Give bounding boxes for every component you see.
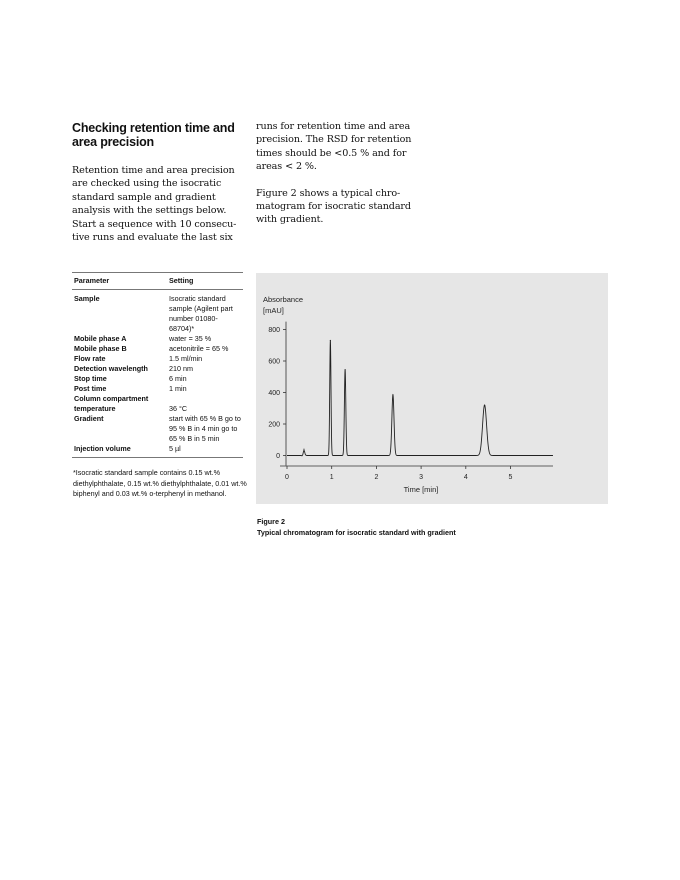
figure-reference-paragraph: Figure 2 shows a typical chro-matogram for isocratic standard with gradient. xyxy=(256,187,411,226)
y-tick-label: 800 xyxy=(268,327,280,334)
setting-cell: 36 °C xyxy=(169,404,188,413)
setting-cell: water = 35 % xyxy=(169,334,212,343)
parameter-cell: Injection volume xyxy=(74,444,131,453)
parameter-cell: Column compartment temperature xyxy=(74,394,149,413)
y-tick-label: 600 xyxy=(268,358,280,366)
table-footnote: *Isocratic standard sample contains 0.15 wt.% diethylphthalate, 0.15 wt.% diethylphthalate, 0.01 wt.% biphenyl and 0.03 wt.% o-terphenyl in methanol. xyxy=(73,468,247,499)
right-column-text xyxy=(256,120,422,240)
setting-cell: start with 65 % B go to 95 % B in 4 min go to 65 % B in 5 min xyxy=(169,414,241,443)
table-row xyxy=(72,354,243,364)
setting-cell: acetonitrile = 65 % xyxy=(169,344,229,353)
y-tick-label: 200 xyxy=(268,421,280,429)
parameter-column-header: Parameter xyxy=(72,273,167,290)
y-tick-label: 0 xyxy=(276,453,280,460)
chromatogram-chart xyxy=(256,273,608,504)
parameter-cell: Post time xyxy=(74,384,107,393)
x-tick-label: 4 xyxy=(463,474,468,481)
setting-cell: 1.5 ml/min xyxy=(169,354,203,363)
table-row xyxy=(72,444,243,458)
peak-1-apex xyxy=(303,449,304,450)
table-row xyxy=(72,384,243,394)
setting-cell: 5 µl xyxy=(169,444,181,453)
section-heading: Checking retention time and area precision xyxy=(72,121,235,149)
y-axis-label-line1: Absorbance xyxy=(263,295,304,304)
parameter-cell: Mobile phase B xyxy=(74,344,127,353)
x-tick-label: 1 xyxy=(329,474,334,481)
parameter-cell: Flow rate xyxy=(74,354,106,363)
chromatogram-trace xyxy=(287,341,553,456)
x-tick-label: 5 xyxy=(508,474,513,481)
setting-cell: 6 min xyxy=(169,374,187,383)
peak-5-apex xyxy=(484,405,485,406)
table-row xyxy=(72,364,243,374)
peak-3-apex xyxy=(345,369,346,370)
y-axis-label-line2: [mAU] xyxy=(263,306,284,315)
setting-cell: 1 min xyxy=(169,384,187,393)
figure-title: Typical chromatogram for isocratic standard with gradient xyxy=(257,527,456,537)
precision-criteria-paragraph: runs for retention time and area precision. The RSD for retention times should be <0.5 % and for areas < 2 %. xyxy=(256,121,412,173)
setting-cell: Isocratic standard sample (Agilent part number 01080-68704)* xyxy=(169,294,233,333)
setting-cell: 210 nm xyxy=(169,364,193,373)
settings-table xyxy=(72,272,243,458)
table-header-row xyxy=(72,273,243,290)
x-axis-label: Time [min] xyxy=(403,485,439,494)
table-row xyxy=(72,344,243,354)
parameter-cell: Mobile phase A xyxy=(74,334,127,343)
table-row xyxy=(72,290,243,335)
x-tick-label: 2 xyxy=(374,474,379,481)
table-row xyxy=(72,334,243,344)
x-tick-label: 3 xyxy=(419,474,424,481)
chromatogram-figure xyxy=(256,273,608,504)
parameter-cell: Gradient xyxy=(74,414,104,423)
figure-label: Figure 2 xyxy=(257,517,285,526)
x-tick-label: 0 xyxy=(285,474,289,481)
intro-paragraph: Retention time and area precision are checked using the isocratic standard sample and gradient analysis with the settings below. Start a sequence with 10 consecu-tive runs and evaluate the last six xyxy=(72,165,237,244)
table-row xyxy=(72,414,243,444)
parameter-cell: Sample xyxy=(74,294,100,303)
parameter-cell: Stop time xyxy=(74,374,107,383)
figure-caption xyxy=(257,517,456,538)
parameter-cell: Detection wavelength xyxy=(74,364,148,373)
setting-column-header: Setting xyxy=(167,273,243,290)
peak-2-apex xyxy=(330,340,331,341)
peak-4-apex xyxy=(392,394,393,395)
table-row xyxy=(72,374,243,384)
table-row xyxy=(72,394,243,414)
y-tick-label: 400 xyxy=(268,390,280,397)
